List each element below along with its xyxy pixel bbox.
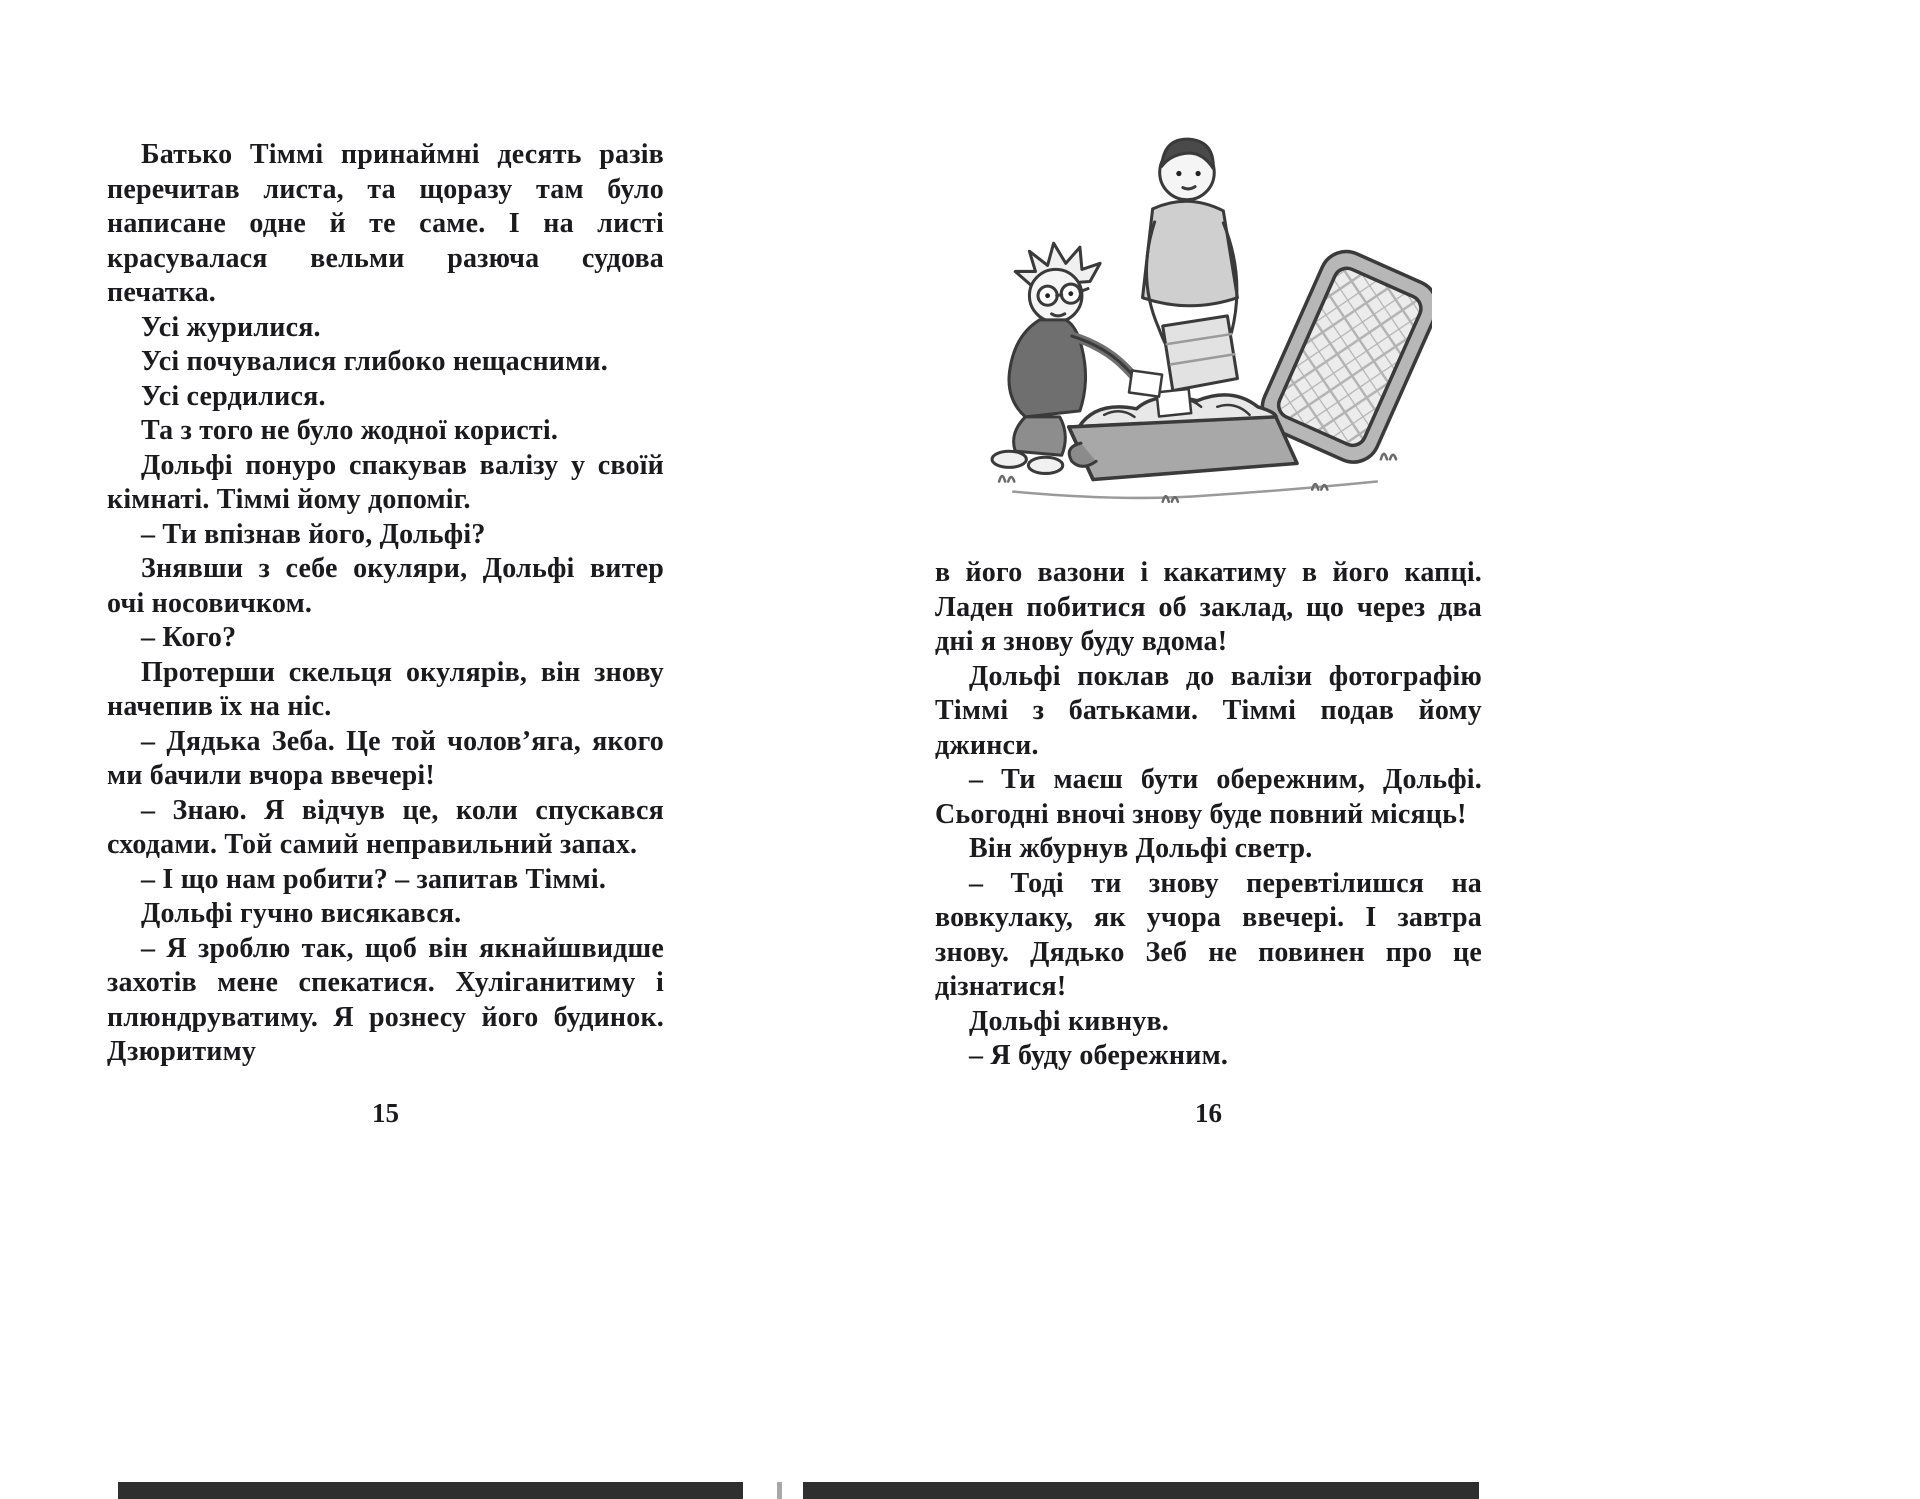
dialogue-paragraph: – Тоді ти знову перевтілишся на вовкулаку, як учора ввечері. І завтра знову. Дядько Зеб не повинен про це дізнатися! xyxy=(935,867,1482,1002)
paragraph: Дольфі кивнув. xyxy=(969,1005,1170,1037)
page-number: 16 xyxy=(1195,1098,1222,1128)
boys-packing-suitcase-illustration xyxy=(948,126,1432,530)
paragraph: Усі журилися. xyxy=(141,311,321,343)
dialogue-paragraph: – Знаю. Я відчув це, коли спускався сходами. Той самий неправильний запах. xyxy=(107,794,664,860)
page-number: 15 xyxy=(372,1098,399,1128)
scan-edge-bar-left xyxy=(118,1482,743,1499)
paragraph: Усі сердилися. xyxy=(141,380,326,412)
paragraph: Дольфі гучно висякався. xyxy=(141,898,462,929)
paragraph: Батько Тіммі принаймні десять разів перечитав листа, та щоразу там було написане одне й те саме. І на листі красувалася вельми разюча судова печатка. xyxy=(107,139,664,308)
paragraph: Та з того не було жодної користі. xyxy=(141,415,559,446)
scan-edge-gap xyxy=(777,1482,782,1499)
dialogue-paragraph: – І що нам робити? – запитав Тіммі. xyxy=(141,863,607,895)
paragraph-continuation: в його вазони і какатиму в його капці. Ладен побитися об заклад, що через два дні я знову буду вдома! xyxy=(935,557,1482,657)
paragraph: Він жбурнув Дольфі светр. xyxy=(969,833,1313,864)
right-page-text-column xyxy=(935,556,1482,1074)
left-page-text-column xyxy=(107,138,664,1070)
dialogue-paragraph: – Ти впізнав його, Дольфі? xyxy=(141,518,486,550)
paragraph: Знявши з себе окуляри, Дольфі витер очі носовичком. xyxy=(107,553,664,619)
paragraph: Дольфі поклав до валізи фотографію Тіммі з батьками. Тіммі подав йому джинси. xyxy=(935,660,1482,761)
dialogue-paragraph: – Ти маєш бути обережним, Дольфі. Сьогодні вночі знову буде повний місяць! xyxy=(935,764,1482,830)
paragraph: Протерши скельця окулярів, він знову начепив їх на ніс. xyxy=(107,656,664,722)
dialogue-paragraph: – Кого? xyxy=(141,622,237,653)
dialogue-paragraph: – Я зроблю так, щоб він якнайшвидше захотів мене спекатися. Хуліганитиму і плюндруватиму. Я рознесу його будинок. Дзюритиму xyxy=(107,932,664,1067)
dialogue-paragraph: – Дядька Зеба. Це той чолов’яга, якого ми бачили вчора ввечері! xyxy=(107,725,664,791)
dialogue-paragraph: – Я буду обережним. xyxy=(969,1040,1229,1071)
illustration-container xyxy=(948,126,1432,530)
standing-boy xyxy=(1143,139,1238,391)
scan-edge-bar-right xyxy=(803,1482,1479,1499)
paragraph: Усі почувалися глибоко нещасними. xyxy=(141,346,608,377)
paragraph: Дольфі понуро спакував валізу у своїй кімнаті. Тіммі йому допоміг. xyxy=(107,449,664,515)
